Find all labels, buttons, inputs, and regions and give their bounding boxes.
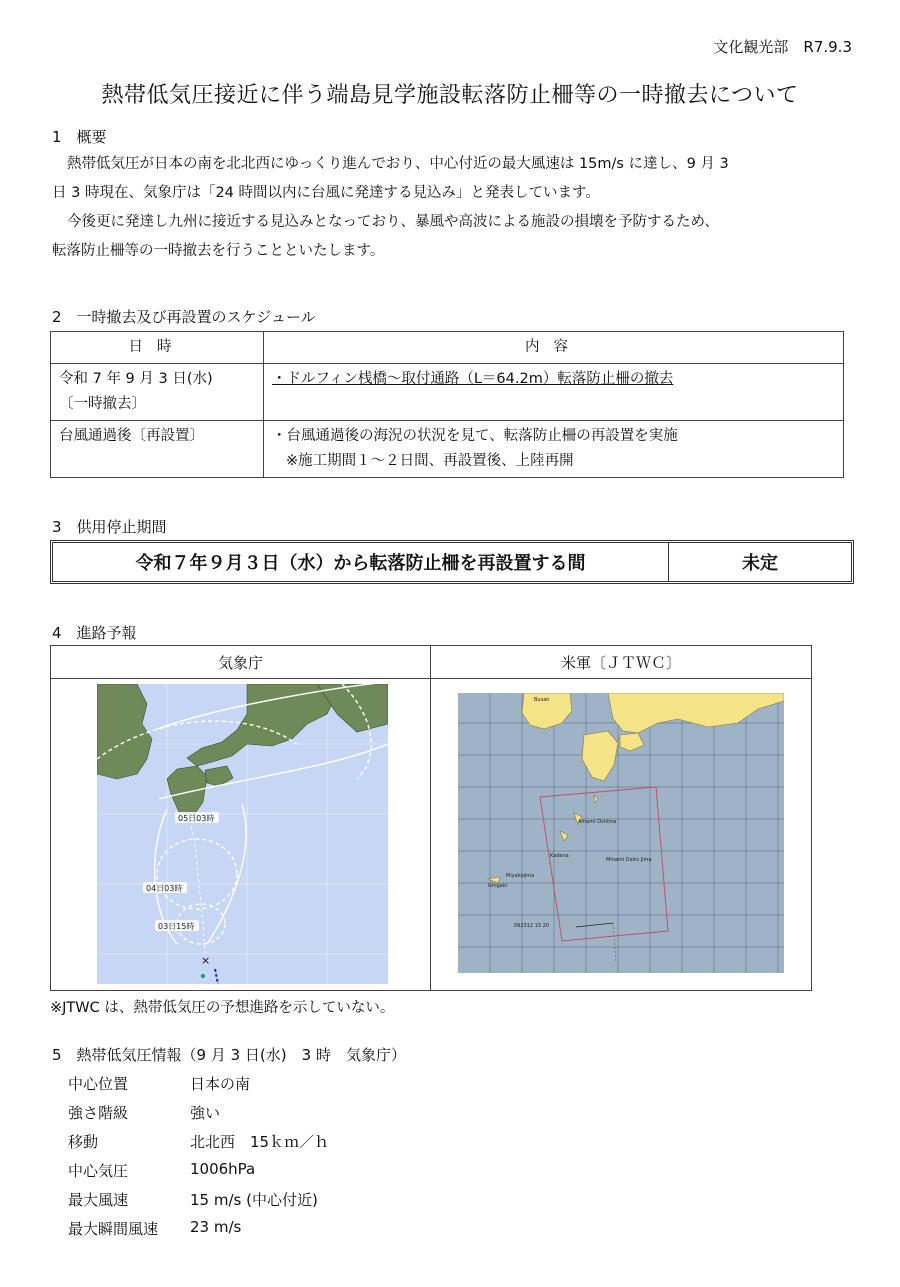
date-line2: 〔一時撤去〕 <box>59 396 146 412</box>
info-label: 強さ階級 <box>68 1104 129 1122</box>
schedule-table <box>50 331 844 478</box>
suspension-period-box <box>50 540 854 584</box>
col-content: 内容 <box>264 332 844 364</box>
date-line1: 台風通過後〔再設置〕 <box>59 428 204 444</box>
overview-p1-line2: 日 3 時現在、気象庁は「24 時間以内に台風に発達する見込み」と発表しています。 <box>52 185 600 201</box>
jma-forecast-map <box>97 684 388 984</box>
overview-p1-line1: 熱帯低気圧が日本の南を北北西にゆっくり進んでおり、中心付近の最大風速は 15m/s に達し、9 月 3 <box>67 156 729 172</box>
info-value: 15 m/s (中心付近) <box>190 1191 318 1209</box>
info-label: 中心位置 <box>68 1075 129 1093</box>
jtwc-label-position: 092312 15 20 <box>514 923 549 929</box>
schedule-header-row <box>51 332 844 364</box>
jma-label-05: 05日03時 <box>178 814 215 823</box>
jtwc-label-amami: Amami Oshima <box>578 819 617 825</box>
section4-heading: 4 進路予報 <box>52 624 137 642</box>
jtwc-forecast-map <box>458 693 784 973</box>
info-value: 北北西 15ｋｍ／ｈ <box>190 1133 330 1151</box>
info-value: 日本の南 <box>190 1075 251 1093</box>
suspension-status: 未定 <box>742 553 778 574</box>
schedule-content-cell <box>264 364 844 421</box>
jma-label-03: 03日15時 <box>158 922 195 931</box>
overview-text <box>52 150 862 266</box>
jtwc-header: 米軍〔ＪＴＷＣ〕 <box>431 646 811 679</box>
jma-label-04: 04日03時 <box>146 884 183 893</box>
page-title: 熱帯低気圧接近に伴う端島見学施設転落防止柵等の一時撤去について <box>101 83 799 108</box>
date-line1: 令和 7 年 9 月 3 日(水) <box>59 371 213 387</box>
suspension-period: 令和７年９月３日（水）から転落防止柵を再設置する間 <box>53 543 669 581</box>
jtwc-note: ※JTWC は、熱帯低気圧の予想進路を示していない。 <box>50 1000 395 1016</box>
jtwc-label-daito: Minami Daito Jima <box>606 857 652 863</box>
info-label: 最大風速 <box>68 1191 129 1209</box>
schedule-content-cell <box>264 421 844 478</box>
section2-heading: 2 一時撤去及び再設置のスケジュール <box>52 308 316 326</box>
col-date: 日時 <box>51 332 264 364</box>
section3-heading: 3 供用停止期間 <box>52 518 167 536</box>
jtwc-label-kadena: Kadena <box>550 853 569 859</box>
department-date: 文化観光部 R7.9.3 <box>713 38 852 56</box>
jtwc-label-miyako: Miyakojima <box>506 873 535 879</box>
column-divider <box>430 646 431 990</box>
forecast-maps-table <box>50 645 812 991</box>
info-label: 移動 <box>68 1133 99 1151</box>
overview-p2-line2: 転落防止柵等の一時撤去を行うことといたします。 <box>52 243 385 259</box>
section5-heading: 5 熱帯低気圧情報（9 月 3 日(水) 3 時 気象庁） <box>52 1046 406 1064</box>
info-label: 最大瞬間風速 <box>68 1220 159 1238</box>
section1-heading: 1 概要 <box>52 128 107 146</box>
jma-current-position-icon <box>200 973 206 979</box>
content-line1: ・台風通過後の海況の状況を見て、転落防止柵の再設置を実施 <box>272 428 678 444</box>
content-line2: ※施工期間１～２日間、再設置後、上陸再開 <box>286 453 574 469</box>
table-row <box>51 364 844 421</box>
info-label: 中心気圧 <box>68 1162 129 1180</box>
info-value: 強い <box>190 1104 221 1122</box>
jma-center-mark-icon: × <box>201 954 211 967</box>
content-line1: ・ドルフィン桟橋～取付通路（L＝64.2m）転落防止柵の撤去 <box>272 371 674 387</box>
jtwc-label-ishigaki: Ishigaki <box>488 883 508 889</box>
schedule-date-cell <box>51 364 264 421</box>
info-value: 1006hPa <box>190 1160 256 1178</box>
jma-header: 気象庁 <box>51 646 430 679</box>
info-value: 23 m/s <box>190 1218 242 1236</box>
table-row <box>51 421 844 478</box>
jtwc-label-busan: Busan <box>534 697 550 703</box>
overview-p2-line1: 今後更に発達し九州に接近する見込みとなっており、暴風や高波による施設の損壊を予防するため、 <box>67 214 719 230</box>
schedule-date-cell <box>51 421 264 478</box>
tropical-depression-info <box>68 1073 468 1243</box>
